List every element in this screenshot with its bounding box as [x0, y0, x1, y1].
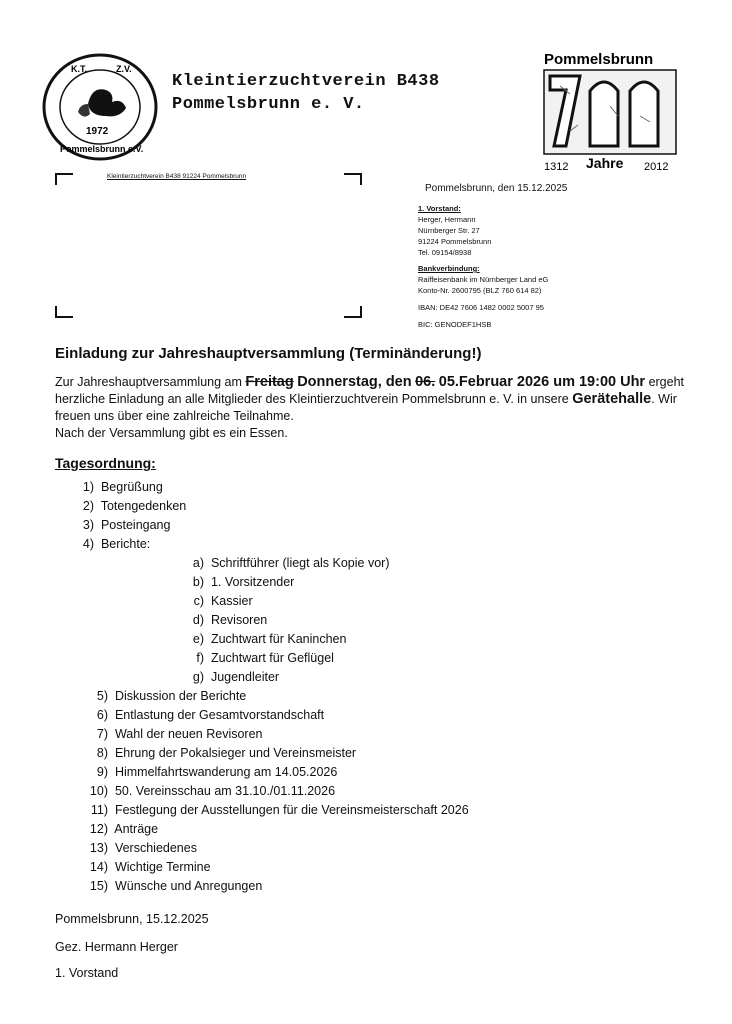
agenda-item [82, 727, 263, 741]
agenda-item [72, 480, 163, 494]
intro-paragraph [55, 374, 685, 442]
board-heading: 1. Vorstand: [418, 204, 461, 213]
footer-signed: Gez. Hermann Herger [55, 940, 178, 954]
agenda-num: 15) [89, 879, 108, 893]
agenda-text: Wünsche und Anregungen [114, 879, 263, 893]
agenda-text: Diskussion der Berichte [114, 689, 247, 703]
agenda-num: 14) [89, 860, 108, 874]
anniversary-logo [540, 46, 680, 176]
agenda-text: Totengedenken [100, 499, 187, 513]
agenda-text: Berichte: [100, 537, 151, 551]
agenda-num: 11) [90, 803, 108, 817]
agenda-num: 12) [89, 822, 108, 836]
sub-text: Zuchtwart für Kaninchen [210, 632, 347, 646]
sender-line: Kleintierzuchtverein B438 91224 Pommelsbrunn [107, 173, 247, 180]
info-block [418, 203, 548, 330]
agenda-num: 3) [82, 518, 94, 532]
club-seal-logo [40, 52, 160, 162]
letter-heading: Einladung zur Jahreshauptversammlung (Terminänderung!) [55, 345, 482, 362]
board-line: 91224 Pommelsbrunn [418, 237, 492, 246]
sub-item [186, 594, 253, 608]
window-corner-bl [55, 306, 73, 318]
window-corner-br [344, 306, 362, 318]
club-name-line1: Kleintierzuchtverein B438 [172, 72, 440, 91]
agenda-item [72, 499, 186, 513]
agenda-num: 5) [96, 689, 108, 703]
seal-text-kt: K.T. [71, 64, 88, 74]
agenda-item [82, 841, 197, 855]
struck-day: Freitag [245, 374, 294, 390]
agenda-item [82, 689, 246, 703]
agenda-num: 7) [96, 727, 108, 741]
new-date: 05.Februar 2026 um 19:00 Uhr [438, 374, 646, 390]
anniversary-number: 700 [610, 116, 612, 117]
location: Gerätehalle [572, 391, 652, 407]
sub-item [186, 670, 279, 684]
agenda-item [82, 860, 211, 874]
seal-text-zv: Z.V. [116, 64, 132, 74]
agenda-text: Verschiedenes [114, 841, 197, 855]
anniversary-label: Jahre [586, 155, 624, 171]
sub-text: 1. Vorsitzender [210, 575, 295, 589]
sub-item [186, 575, 294, 589]
sub-num: g) [192, 670, 204, 684]
sub-num: a) [192, 556, 204, 570]
sub-text: Schriftführer (liegt als Kopie vor) [210, 556, 390, 570]
agenda-item [72, 537, 150, 551]
agenda-item [82, 803, 469, 817]
board-line: Tel. 09154/8938 [418, 248, 472, 257]
intro-mid: ergeht herzliche Einladung an alle Mitglieder des Kleintierzuchtverein Pommelsbrunn e. V. in unsere [55, 375, 685, 406]
club-name-line2: Pommelsbrunn e. V. [172, 95, 365, 114]
intro-post: . Wir freuen uns über eine zahlreiche Teilnahme. [55, 392, 677, 423]
letter-date: Pommelsbrunn, den 15.12.2025 [425, 183, 568, 194]
sub-num: c) [193, 594, 204, 608]
agenda-text: Ehrung der Pokalsieger und Vereinsmeister [114, 746, 357, 760]
anniversary-year-end: 2012 [644, 161, 669, 173]
agenda-text: Festlegung der Ausstellungen für die Vereinsmeisterschaft 2026 [114, 803, 469, 817]
agenda-num: 6) [96, 708, 108, 722]
agenda-text: Posteingang [100, 518, 171, 532]
anniversary-year-start: 1312 [544, 161, 569, 173]
sub-num: e) [192, 632, 204, 646]
bank-line: Raiffeisenbank im Nürnberger Land eG [418, 275, 549, 284]
intro-pre: Zur Jahreshauptversammlung am [55, 375, 242, 389]
intro-line2: Nach der Versammlung gibt es ein Essen. [55, 426, 288, 440]
bank-line: Konto-Nr. 2600795 (BLZ 760 614 82) [418, 286, 542, 295]
window-corner-tr [344, 173, 362, 185]
new-day: Donnerstag, den [297, 374, 412, 390]
sub-text: Kassier [210, 594, 253, 608]
agenda-num: 4) [82, 537, 94, 551]
sub-num: d) [192, 613, 204, 627]
agenda-text: Begrüßung [100, 480, 163, 494]
sub-text: Jugendleiter [210, 670, 280, 684]
agenda-num: 13) [89, 841, 108, 855]
agenda-item [82, 822, 158, 836]
board-line: Herger, Hermann [418, 215, 476, 224]
agenda-item [82, 765, 337, 779]
agenda-num: 1) [82, 480, 94, 494]
agenda-item [82, 879, 262, 893]
window-corner-tl [55, 173, 73, 185]
anniversary-town: Pommelsbrunn [544, 51, 654, 68]
agenda-num: 9) [96, 765, 108, 779]
club-name [172, 70, 440, 116]
sub-text: Zuchtwart für Geflügel [210, 651, 334, 665]
bic: BIC: GENODEF1HSB [418, 320, 492, 329]
sub-num: f) [196, 651, 204, 665]
agenda-text: Wahl der neuen Revisoren [114, 727, 263, 741]
agenda-item [72, 518, 170, 532]
sub-item [186, 632, 346, 646]
agenda-text: 50. Vereinsschau am 31.10./01.11.2026 [114, 784, 336, 798]
agenda-num: 10) [89, 784, 108, 798]
agenda-item [82, 708, 324, 722]
agenda-item [82, 746, 356, 760]
footer-role: 1. Vorstand [55, 966, 119, 980]
footer-place-date: Pommelsbrunn, 15.12.2025 [55, 912, 209, 926]
agenda-text: Anträge [114, 822, 159, 836]
iban: IBAN: DE42 7606 1482 0002 5007 95 [418, 303, 544, 312]
agenda-text: Entlastung der Gesamtvorstandschaft [114, 708, 325, 722]
agenda-title: Tagesordnung: [55, 455, 156, 471]
bank-heading: Bankverbindung: [418, 264, 480, 273]
seal-ring-text: Pommelsbrunn e.V. [60, 144, 144, 154]
agenda-item [82, 784, 335, 798]
sub-text: Revisoren [210, 613, 268, 627]
sub-num: b) [192, 575, 204, 589]
struck-date: 06. [415, 374, 436, 390]
agenda-num: 2) [82, 499, 94, 513]
sub-item [186, 556, 390, 570]
sub-item [186, 613, 267, 627]
board-line: Nürnberger Str. 27 [418, 226, 480, 235]
seal-year: 1972 [86, 126, 109, 137]
agenda-text: Himmelfahrtswanderung am 14.05.2026 [114, 765, 338, 779]
sub-item [186, 651, 334, 665]
agenda-num: 8) [96, 746, 108, 760]
agenda-text: Wichtige Termine [114, 860, 211, 874]
